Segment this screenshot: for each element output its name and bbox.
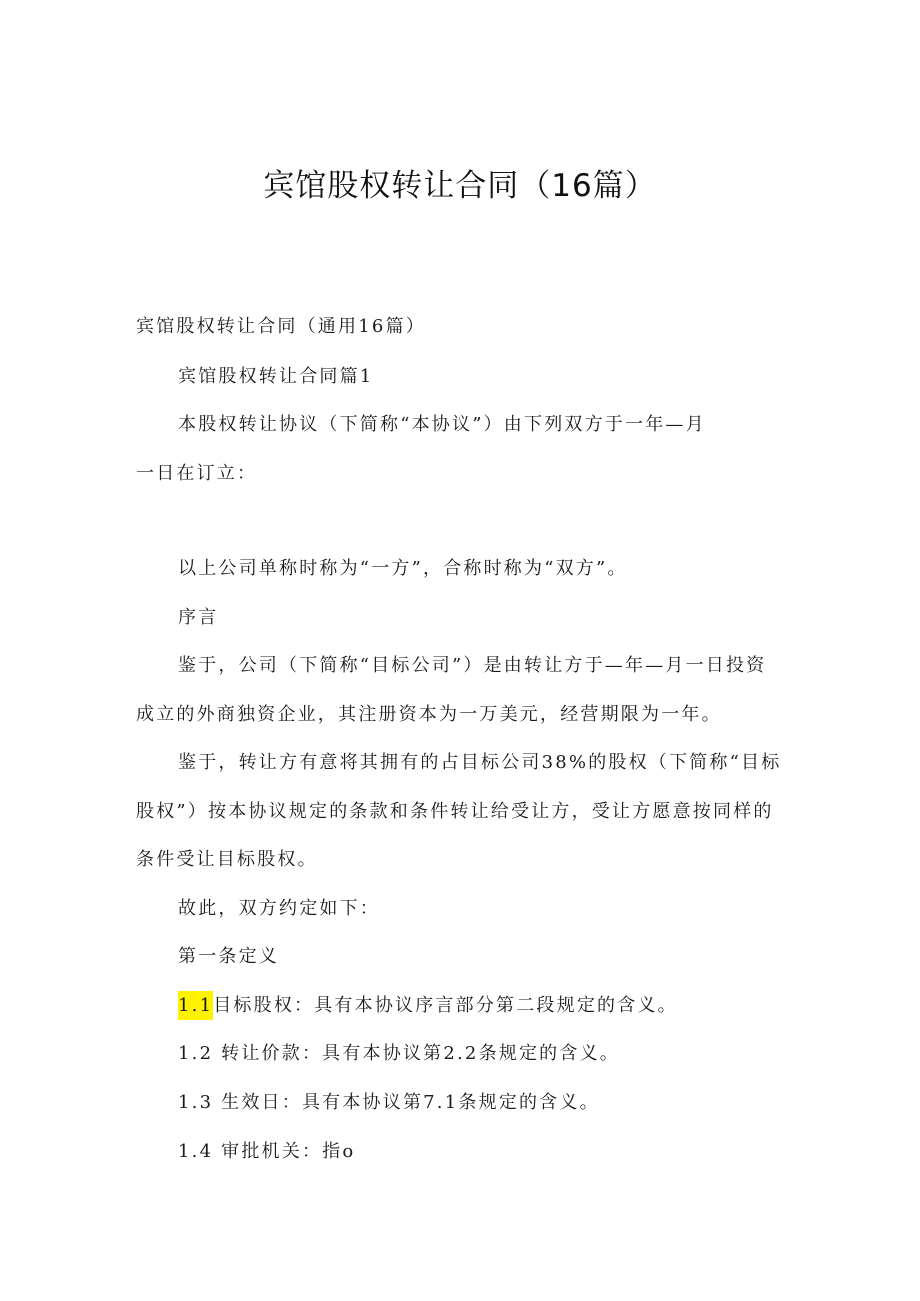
paragraph-line: 条件受让目标股权。 <box>136 849 318 870</box>
paragraph-line: 以上公司单称时称为“一方”，合称时称为“双方”。 <box>178 558 628 579</box>
definition-item: 1.3 生效日：具有本协议第7.1条规定的含义。 <box>178 1092 600 1113</box>
paragraph-line: 鉴于，公司（下简称“目标公司”）是由转让方于—年—月一日投资 <box>178 655 767 676</box>
definition-text: 目标股权：具有本协议序言部分第二段规定的含义。 <box>213 995 678 1016</box>
definition-item <box>178 991 678 1020</box>
paragraph-line: 鉴于，转让方有意将其拥有的占目标公司38%的股权（下简称“目标 <box>178 752 782 773</box>
document-title: 宾馆股权转让合同（16篇） <box>263 168 657 204</box>
section-heading: 宾馆股权转让合同篇1 <box>178 366 374 387</box>
paragraph-line: 本股权转让协议（下简称“本协议”）由下列双方于一年—月 <box>178 414 706 435</box>
paragraph-line: 故此，双方约定如下： <box>178 898 380 919</box>
highlighted-number: 1.1 <box>178 991 213 1020</box>
definition-item: 1.2 转让价款：具有本协议第2.2条规定的含义。 <box>178 1043 620 1064</box>
paragraph-line: 成立的外商独资企业，其注册资本为一万美元，经营期限为一年。 <box>136 704 722 725</box>
article-heading: 第一条定义 <box>178 946 279 967</box>
subtitle-line: 宾馆股权转让合同（通用16篇） <box>136 316 426 337</box>
definition-item: 1.4 审批机关：指o <box>178 1141 356 1162</box>
paragraph-line: 股权”）按本协议规定的条款和条件转让给受让方，受让方愿意按同样的 <box>136 801 774 822</box>
paragraph-line: 一日在订立： <box>136 463 258 484</box>
preamble-heading: 序言 <box>178 607 219 628</box>
